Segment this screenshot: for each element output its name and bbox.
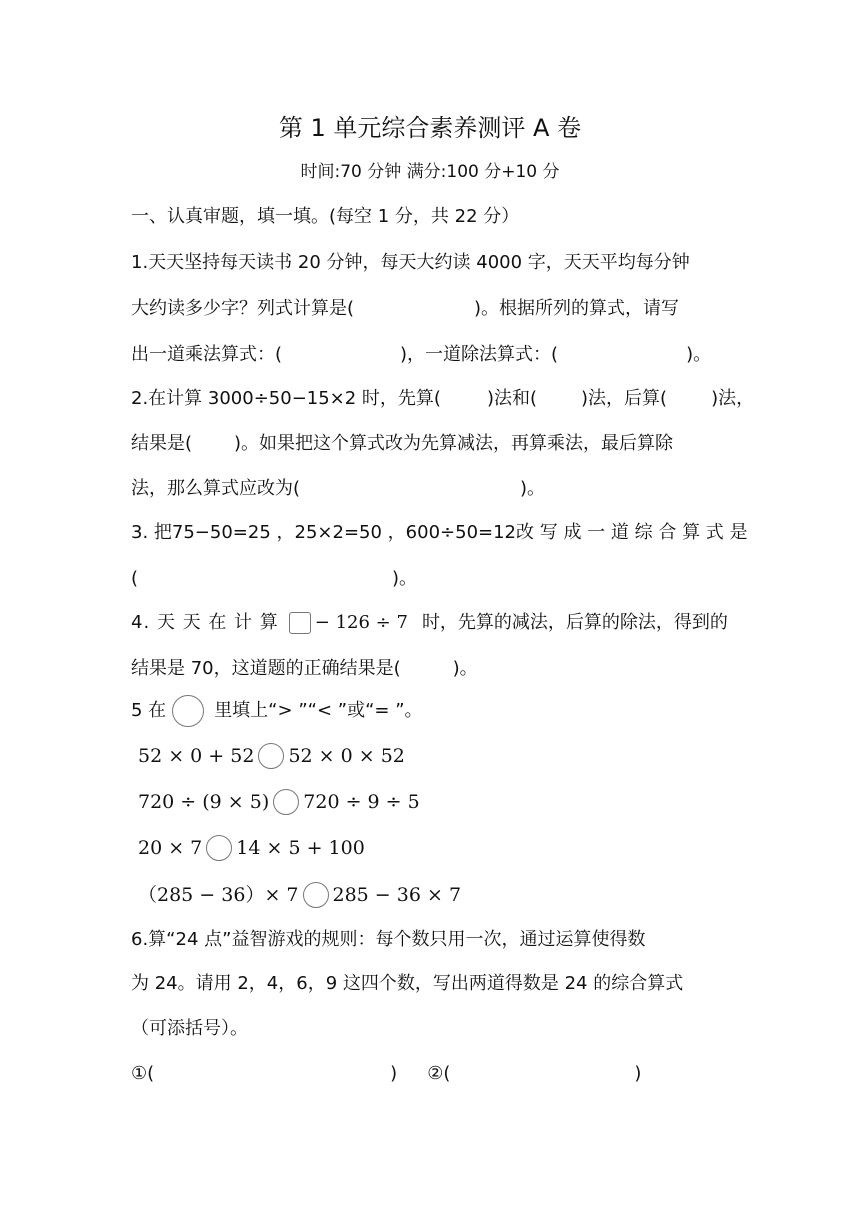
q3-text: )。 [392, 568, 418, 589]
right-expression: 285 − 36 × 7 [332, 884, 462, 906]
q6-line3: （可添括号）。 [131, 1018, 248, 1039]
q2-line3 [131, 476, 545, 502]
q3-line1 [131, 520, 748, 546]
right-expression: 14 × 5 + 100 [236, 837, 365, 859]
q2-line2 [131, 431, 673, 457]
q4-text: 4. 天 天 在 计 算 [131, 612, 279, 633]
answer-2-close: ) [634, 1063, 642, 1084]
answer-1-mark: ①( [131, 1063, 155, 1084]
exam-info: 时间:70 分钟 满分:100 分+10 分 [300, 162, 560, 182]
q1-text: 大约读多少字？列式计算是( [131, 298, 355, 319]
section-heading: 一、认真审题，填一填。(每空 1 分，共 22 分） [131, 206, 520, 227]
q4-text: 时，先算的减法，后算的除法，得到的 [421, 612, 728, 633]
q2-text: 法，那么算式应改为( [131, 478, 301, 499]
q5-text: 里填上“> ”“< ”或“= ”。 [214, 700, 423, 721]
q4-text: 结果是 70，这道题的正确结果是( [131, 658, 401, 679]
q1-line2 [131, 296, 679, 322]
q3-text: ( [131, 568, 139, 589]
q2-text: )。如果把这个算式改为先算减法，再算乘法，最后算除 [234, 433, 674, 454]
q4-expression: − 126 ÷ 7 [314, 612, 408, 633]
q4-line2 [131, 656, 478, 682]
compare-circle-input[interactable] [273, 789, 299, 815]
compare-circle-input[interactable] [303, 882, 329, 908]
q2-line1 [131, 386, 754, 412]
q5-heading [131, 695, 423, 727]
answer-2-mark: ②( [427, 1063, 451, 1084]
right-expression: 52 × 0 × 52 [288, 745, 405, 767]
q1-text: )。根据所列的算式，请写 [474, 298, 680, 319]
q1-text: )，一道除法算式：( [400, 344, 559, 365]
q6-line1: 6.算“24 点”益智游戏的规则：每个数只用一次，通过运算使得数 [131, 929, 646, 950]
compare-row [138, 789, 420, 815]
q1-text: )。 [686, 344, 712, 365]
q1-line1: 1.天天坚持每天读书 20 分钟，每天大约读 4000 字，天天平均每分钟 [131, 252, 690, 273]
q3-word: 75−50=25 ， [171, 522, 295, 543]
q2-text: )法，后算( [581, 388, 668, 409]
left-expression: 52 × 0 + 52 [138, 745, 255, 767]
compare-row [138, 743, 405, 769]
q5-text: 5 在 [131, 700, 167, 721]
q2-text: 结果是( [131, 433, 193, 454]
q1-text: 出一道乘法算式：( [131, 344, 283, 365]
q6-line2: 为 24。请用 2，4，6，9 这四个数，写出两道得数是 24 的综合算式 [131, 973, 684, 994]
q3-word: 25×2=50 ， [294, 522, 406, 543]
q6-answers [131, 1061, 641, 1087]
left-expression: 20 × 7 [138, 837, 203, 859]
q2-text: )法和( [486, 388, 538, 409]
q4-line1 [131, 610, 728, 636]
q1-line3 [131, 342, 711, 368]
answer-1-close: ) [390, 1063, 398, 1084]
q3-line2 [131, 566, 417, 592]
q4-text: )。 [452, 658, 478, 679]
left-expression: （285 − 36）× 7 [138, 884, 299, 906]
q3-word: 3. 把 [131, 522, 172, 543]
q2-text: )。 [520, 478, 546, 499]
q2-text: 2.在计算 3000÷50−15×2 时，先算( [131, 388, 441, 409]
page-title: 第 1 单元综合素养测评 A 卷 [278, 114, 582, 142]
square-box-icon [289, 612, 311, 634]
q3-word: 600÷50=12 [405, 522, 517, 543]
left-expression: 720 ÷ (9 × 5) [138, 791, 270, 813]
circle-icon [172, 695, 204, 727]
q3-word: 改 写 成 一 道 综 合 算 式 是 [516, 522, 748, 543]
compare-row [138, 882, 461, 908]
compare-circle-input[interactable] [258, 743, 284, 769]
q2-text: )法， [711, 388, 755, 409]
compare-row [138, 835, 365, 861]
right-expression: 720 ÷ 9 ÷ 5 [303, 791, 420, 813]
compare-circle-input[interactable] [206, 835, 232, 861]
